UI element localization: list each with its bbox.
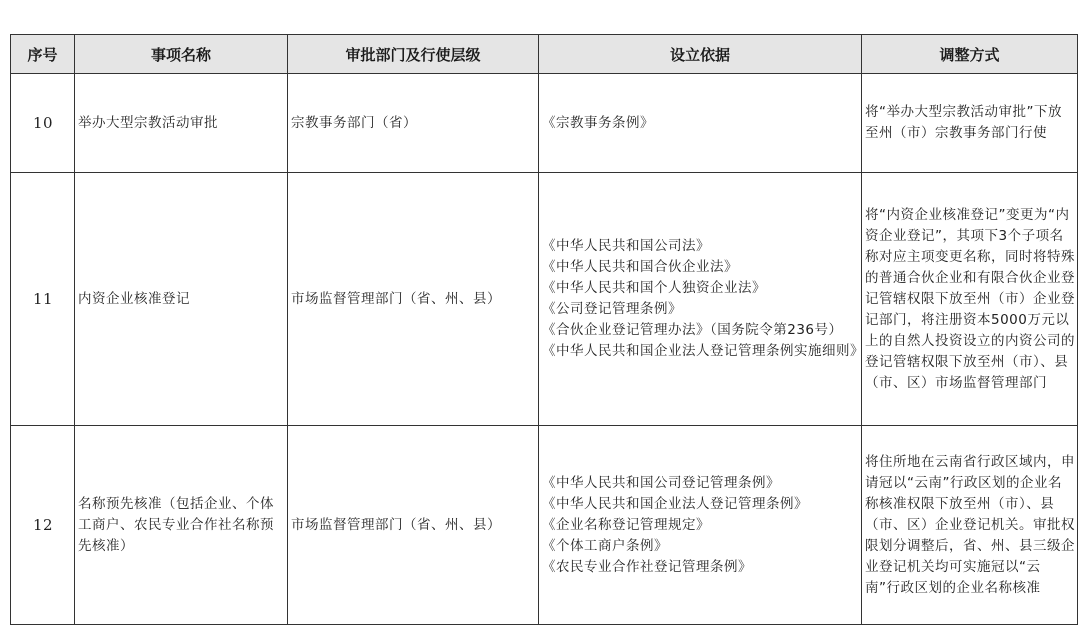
policy-table-container [10, 34, 1077, 625]
row-department: 市场监督管理部门（省、州、县） [288, 173, 539, 426]
row-item-name: 举办大型宗教活动审批 [75, 74, 288, 173]
row-adjustment: 将“举办大型宗教活动审批”下放至州（市）宗教事务部门行使 [862, 74, 1078, 173]
row-seq: 11 [11, 173, 75, 426]
basis-line: 《中华人民共和国公司法》 [542, 238, 710, 254]
row-item-name: 名称预先核准（包括企业、个体工商户、农民专业合作社名称预先核准） [75, 426, 288, 625]
row-adjustment: 将住所地在云南省行政区域内，申请冠以“云南”行政区划的企业名称核准权限下放至州（市）、县（市、区）企业登记机关。审批权限划分调整后，省、州、县三级企业登记机关均可实施冠以“云南”行政区划的企业名称核准 [862, 426, 1078, 625]
row-item-name: 内资企业核准登记 [75, 173, 288, 426]
header-basis: 设立依据 [539, 35, 862, 74]
header-department: 审批部门及行使层级 [288, 35, 539, 74]
row-department: 市场监督管理部门（省、州、县） [288, 426, 539, 625]
row-seq: 12 [11, 426, 75, 625]
policy-table [10, 34, 1078, 625]
basis-line: 《个体工商户条例》 [542, 537, 668, 554]
table-row [11, 426, 1078, 625]
table-header-row [11, 35, 1078, 74]
row-department: 宗教事务部门（省） [288, 74, 539, 173]
basis-line: 《中华人民共和国企业法人登记管理条例》 [542, 495, 808, 512]
row-seq: 10 [11, 74, 75, 173]
basis-line: 《中华人民共和国个人独资企业法》 [542, 280, 766, 296]
basis-line: 《农民专业合作社登记管理条例》 [542, 558, 752, 575]
basis-line: 《中华人民共和国企业法人登记管理条例实施细则》 [542, 343, 864, 359]
basis-line: 《宗教事务条例》 [542, 114, 654, 131]
basis-line: 《中华人民共和国公司登记管理条例》 [542, 474, 780, 491]
header-item-name: 事项名称 [75, 35, 288, 74]
basis-line: 《中华人民共和国合伙企业法》 [542, 259, 738, 275]
row-basis [539, 426, 862, 625]
basis-line: 《合伙企业登记管理办法》（国务院令第236号） [542, 322, 843, 338]
basis-line: 《公司登记管理条例》 [542, 301, 682, 317]
table-row [11, 74, 1078, 173]
row-basis [539, 173, 862, 426]
basis-line: 《企业名称登记管理规定》 [542, 516, 710, 533]
header-seq: 序号 [11, 35, 75, 74]
table-row [11, 173, 1078, 426]
header-adjustment: 调整方式 [862, 35, 1078, 74]
row-adjustment: 将“内资企业核准登记”变更为“内资企业登记”，其项下3个子项名称对应主项变更名称，同时将特殊的普通合伙企业和有限合伙企业登记管辖权限下放至州（市）企业登记部门，将注册资本5000万元以上的自然人投资设立的内资公司的登记管辖权限下放至州（市）、县（市、区）市场监督管理部门 [862, 173, 1078, 426]
row-basis [539, 74, 862, 173]
